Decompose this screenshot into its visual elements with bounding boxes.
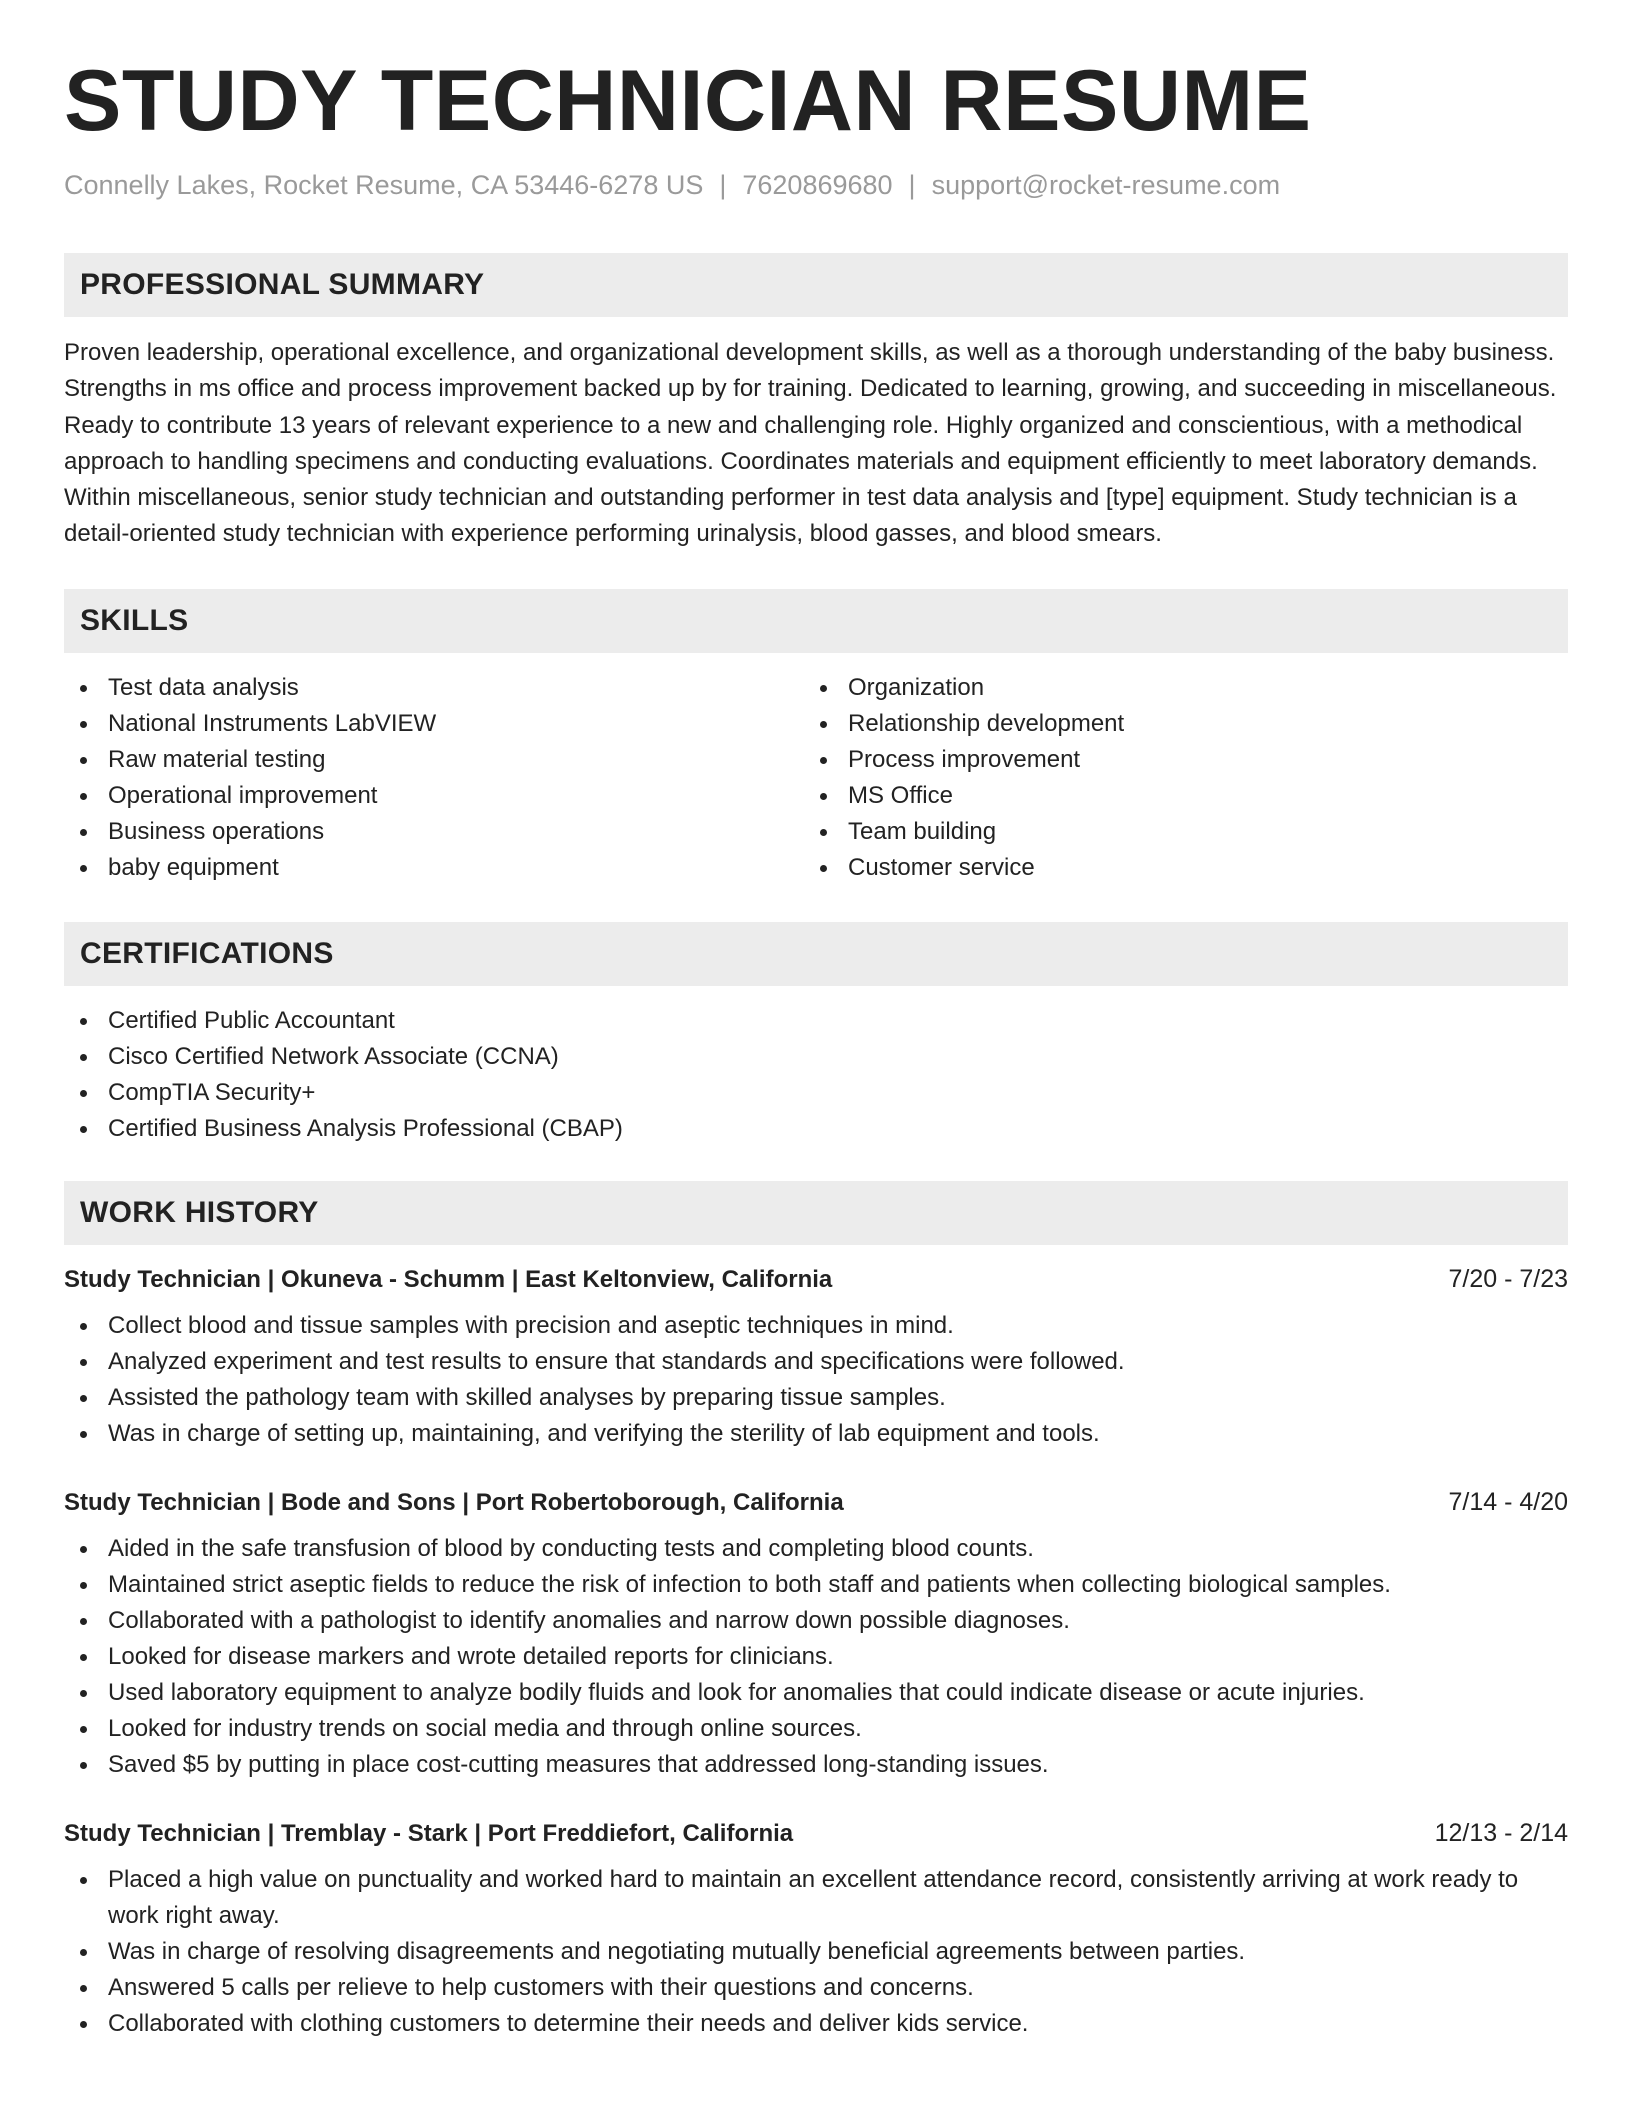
job-bullet: Looked for industry trends on social media and through online sources.: [64, 1711, 1568, 1747]
job-bullet: Assisted the pathology team with skilled analyses by preparing tissue samples.: [64, 1380, 1568, 1416]
skill-item: National Instruments LabVIEW: [64, 706, 804, 742]
contact-separator: |: [908, 170, 916, 200]
job-heading: [64, 1265, 1568, 1294]
job-bullet: Answered 5 calls per relieve to help customers with their questions and concerns.: [64, 1970, 1568, 2006]
section-header-skills: SKILLS: [64, 589, 1568, 653]
job-dates: 12/13 - 2/14: [1434, 1818, 1568, 1847]
skills-column-right: [804, 670, 1544, 886]
certification-item: Certified Public Accountant: [64, 1003, 1568, 1039]
job-bullet: Collaborated with clothing customers to determine their needs and deliver kids service.: [64, 2006, 1568, 2042]
job-entry: [64, 1265, 1568, 1452]
job-entry: [64, 1819, 1568, 2042]
job-title-line: Study Technician | Okuneva - Schumm | East Keltonview, California: [64, 1265, 833, 1293]
contact-line: [64, 170, 1568, 201]
job-bullet: Aided in the safe transfusion of blood by conducting tests and completing blood counts.: [64, 1531, 1568, 1567]
skill-item: Raw material testing: [64, 742, 804, 778]
job-bullet: Was in charge of setting up, maintaining, and verifying the sterility of lab equipment and tools.: [64, 1416, 1568, 1452]
skills-column-left: [64, 670, 804, 886]
section-header-work-history: WORK HISTORY: [64, 1181, 1568, 1245]
certifications-list: [64, 1003, 1568, 1147]
job-title-line: Study Technician | Tremblay - Stark | Port Freddiefort, California: [64, 1819, 794, 1847]
job-bullet-list: [64, 1308, 1568, 1452]
job-bullet: Was in charge of resolving disagreements and negotiating mutually beneficial agreements between parties.: [64, 1934, 1568, 1970]
contact-address: Connelly Lakes, Rocket Resume, CA 53446-6278 US: [64, 170, 704, 200]
certification-item: Cisco Certified Network Associate (CCNA): [64, 1039, 1568, 1075]
skill-item: Customer service: [804, 850, 1544, 886]
skill-item: Operational improvement: [64, 778, 804, 814]
summary-text: Proven leadership, operational excellence, and organizational development skills, as well as a thorough understanding of the baby business. Strengths in ms office and process improvement backed up by for training. Dedicated to learning, growing, and succeeding in miscellaneous. Ready to contribute 13 years of relevant experience to a new and challenging role. Highly organized and conscientious, with a methodical approach to handling specimens and conducting evaluations. Coordinates materials and equipment efficiently to meet laboratory demands. Within miscellaneous, senior study technician and outstanding performer in test data analysis and [type] equipment. Study technician is a detail-oriented study technician with experience performing urinalysis, blood gasses, and blood smears.: [64, 339, 1557, 548]
job-title-line: Study Technician | Bode and Sons | Port Robertoborough, California: [64, 1488, 844, 1516]
job-bullet: Looked for disease markers and wrote detailed reports for clinicians.: [64, 1639, 1568, 1675]
contact-separator: |: [719, 170, 727, 200]
job-bullet: Placed a high value on punctuality and worked hard to maintain an excellent attendance record, consistently arriving at work ready to work right away.: [64, 1862, 1568, 1934]
skill-item: Team building: [804, 814, 1544, 850]
job-bullet-list: [64, 1531, 1568, 1783]
certification-item: Certified Business Analysis Professional (CBAP): [64, 1111, 1568, 1147]
job-heading: [64, 1488, 1568, 1517]
job-bullet: Collaborated with a pathologist to identify anomalies and narrow down possible diagnoses.: [64, 1603, 1568, 1639]
job-bullet: Maintained strict aseptic fields to reduce the risk of infection to both staff and patients when collecting biological samples.: [64, 1567, 1568, 1603]
certification-item: CompTIA Security+: [64, 1075, 1568, 1111]
resume-title: STUDY TECHNICIAN RESUME: [64, 53, 1312, 149]
section-header-certifications: CERTIFICATIONS: [64, 922, 1568, 986]
job-dates: 7/14 - 4/20: [1448, 1487, 1568, 1516]
job-heading: [64, 1819, 1568, 1848]
contact-email: support@rocket-resume.com: [931, 170, 1281, 200]
job-dates: 7/20 - 7/23: [1448, 1264, 1568, 1293]
job-bullet: Used laboratory equipment to analyze bodily fluids and look for anomalies that could indicate disease or acute injuries.: [64, 1675, 1568, 1711]
job-bullet: Saved $5 by putting in place cost-cutting measures that addressed long-standing issues.: [64, 1747, 1568, 1783]
skill-item: MS Office: [804, 778, 1544, 814]
skill-item: Business operations: [64, 814, 804, 850]
job-entry: [64, 1488, 1568, 1783]
skill-item: Test data analysis: [64, 670, 804, 706]
skill-item: Process improvement: [804, 742, 1544, 778]
job-bullet-list: [64, 1862, 1568, 2042]
contact-phone: 7620869680: [742, 170, 893, 200]
skill-item: baby equipment: [64, 850, 804, 886]
skill-item: Organization: [804, 670, 1544, 706]
skill-item: Relationship development: [804, 706, 1544, 742]
job-bullet: Analyzed experiment and test results to ensure that standards and specifications were followed.: [64, 1344, 1568, 1380]
job-bullet: Collect blood and tissue samples with precision and aseptic techniques in mind.: [64, 1308, 1568, 1344]
skills-list: [64, 670, 1568, 886]
section-header-summary: PROFESSIONAL SUMMARY: [64, 253, 1568, 317]
